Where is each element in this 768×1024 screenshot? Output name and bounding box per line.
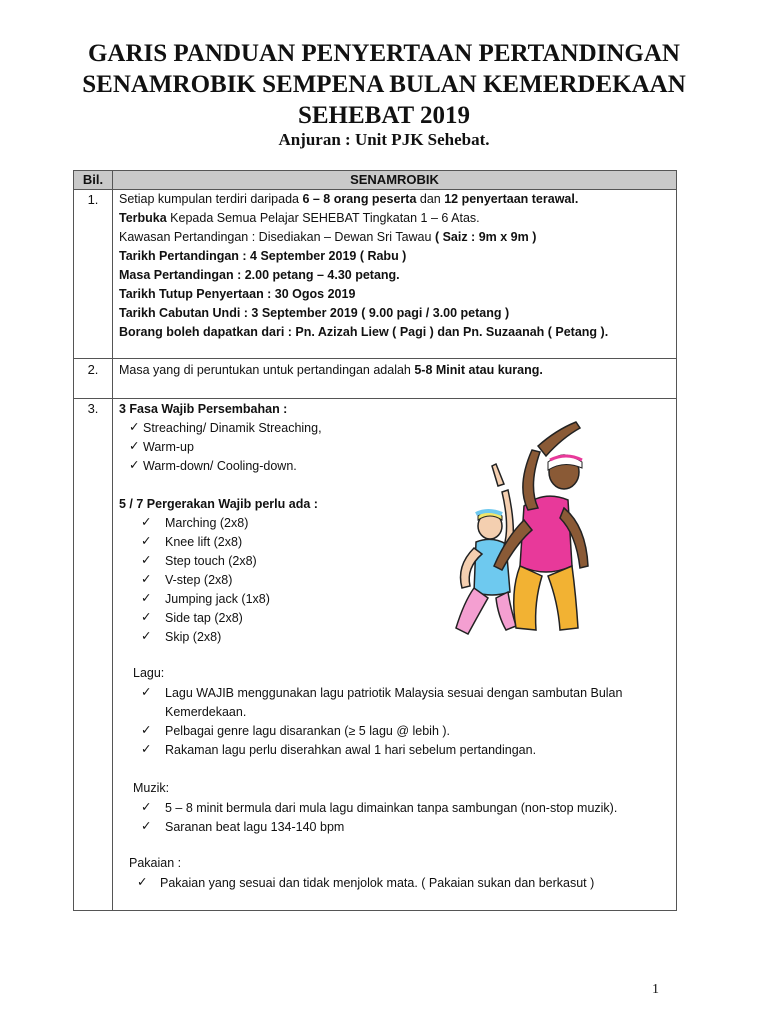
check-icon: ✓ bbox=[141, 591, 152, 605]
list-item: Saranan beat lagu 134-140 bpm bbox=[165, 820, 345, 834]
row-1-number: 1. bbox=[87, 192, 99, 207]
check-icon: ✓ bbox=[141, 819, 152, 833]
pakaian-heading: Pakaian : bbox=[129, 856, 182, 870]
document-title bbox=[0, 38, 768, 131]
list-item: Step touch (2x8) bbox=[165, 554, 257, 568]
competition-date: Tarikh Pertandingan : 4 September 2019 ( Rabu ) bbox=[119, 249, 407, 263]
organizer-subtitle: Anjuran : Unit PJK Sehebat. bbox=[278, 130, 490, 149]
title-line-1: GARIS PANDUAN PENYERTAAN PERTANDINGAN bbox=[87, 40, 680, 67]
title-line-2: SENAMROBIK SEMPENA BULAN KEMERDEKAAN bbox=[82, 71, 686, 98]
list-item: Skip (2x8) bbox=[165, 630, 222, 644]
list-item: Pakaian yang sesuai dan tidak menjolok mata. ( Pakaian sukan dan berkasut ) bbox=[160, 876, 595, 890]
title-line-3: SEHEBAT 2019 bbox=[297, 102, 471, 129]
draw-date: Tarikh Cabutan Undi : 3 September 2019 ( 9.00 pagi / 3.00 petang ) bbox=[119, 306, 510, 320]
list-item: Marching (2x8) bbox=[165, 516, 249, 530]
header-senamrobik: SENAMROBIK bbox=[350, 172, 439, 187]
check-icon: ✓ bbox=[137, 875, 148, 889]
check-icon: ✓ bbox=[141, 553, 152, 567]
list-item: Jumping jack (1x8) bbox=[165, 592, 270, 606]
check-icon: ✓ bbox=[129, 420, 140, 434]
page-number: 1 bbox=[652, 982, 659, 997]
list-item: Warm-down/ Cooling-down. bbox=[143, 459, 297, 473]
row-2-content: Masa yang di peruntukan untuk pertandingan adalah 5-8 Minit atau kurang. bbox=[119, 363, 543, 377]
list-item: Rakaman lagu perlu diserahkan awal 1 hari sebelum pertandingan. bbox=[165, 743, 537, 757]
list-item: Warm-up bbox=[143, 440, 194, 454]
check-icon: ✓ bbox=[129, 458, 140, 472]
row-3-number: 3. bbox=[87, 401, 99, 416]
check-icon: ✓ bbox=[141, 515, 152, 529]
form-contact: Borang boleh dapatkan dari : Pn. Azizah Liew ( Pagi ) dan Pn. Suzaanah ( Petang ). bbox=[119, 325, 609, 339]
row-divider-2 bbox=[74, 398, 676, 399]
list-item: Side tap (2x8) bbox=[165, 611, 243, 625]
muzik-heading: Muzik: bbox=[133, 781, 170, 795]
closing-date: Tarikh Tutup Penyertaan : 30 Ogos 2019 bbox=[119, 287, 356, 301]
row-1-content: Setiap kumpulan terdiri daripada 6 – 8 orang peserta dan 12 penyertaan terawal. Terbuka Kepada Semua Pelajar SEHEBAT Tingkatan 1 – 6 Atas. Kawasan Pertandingan : Disediakan – Dewan Sri Tawau ( Saiz : 9m x 9m ) Tarikh Pertandingan : 4 September 2019 ( Rabu ) Masa Pertandingan : 2.00 petang – 4.30 petang. Tarikh Tutup Penyertaan : 30 Ogos 2019 Tarikh Cabutan Undi : 3 September 2019 ( 9.00 pagi / 3.00 petang ) Borang boleh dapatkan dari : Pn. Azizah Liew ( Pagi ) dan Pn. Suzaanah ( Petang ). bbox=[119, 190, 608, 342]
aerobics-dancers-illustration bbox=[436, 416, 596, 638]
table-header bbox=[74, 171, 676, 190]
header-bil: Bil. bbox=[82, 172, 104, 187]
row-divider-1 bbox=[74, 358, 676, 359]
check-icon: ✓ bbox=[141, 610, 152, 624]
fasa-heading: 3 Fasa Wajib Persembahan : bbox=[119, 402, 288, 416]
competition-time: Masa Pertandingan : 2.00 petang – 4.30 petang. bbox=[119, 268, 400, 282]
check-icon: ✓ bbox=[129, 439, 140, 453]
lagu-heading: Lagu: bbox=[133, 666, 165, 680]
list-item: Lagu WAJIB menggunakan lagu patriotik Malaysia sesuai dengan sambutan Bulan Kemerdekaan. bbox=[165, 686, 623, 719]
gerakan-heading: 5 / 7 Pergerakan Wajib perlu ada : bbox=[119, 497, 318, 511]
list-item: Streaching/ Dinamik Streaching, bbox=[143, 421, 322, 435]
row-2-number: 2. bbox=[87, 362, 99, 377]
check-icon: ✓ bbox=[141, 742, 152, 756]
check-icon: ✓ bbox=[141, 629, 152, 643]
check-icon: ✓ bbox=[141, 534, 152, 548]
check-icon: ✓ bbox=[141, 800, 152, 814]
check-icon: ✓ bbox=[141, 572, 152, 586]
list-item: V-step (2x8) bbox=[165, 573, 233, 587]
list-item: Knee lift (2x8) bbox=[165, 535, 243, 549]
check-icon: ✓ bbox=[141, 723, 152, 737]
list-item: 5 – 8 minit bermula dari mula lagu dimainkan tanpa sambungan (non-stop muzik). bbox=[165, 801, 618, 815]
list-item: Pelbagai genre lagu disarankan (≥ 5 lagu @ lebih ). bbox=[165, 724, 451, 738]
check-icon: ✓ bbox=[141, 685, 152, 699]
column-divider bbox=[112, 171, 113, 910]
